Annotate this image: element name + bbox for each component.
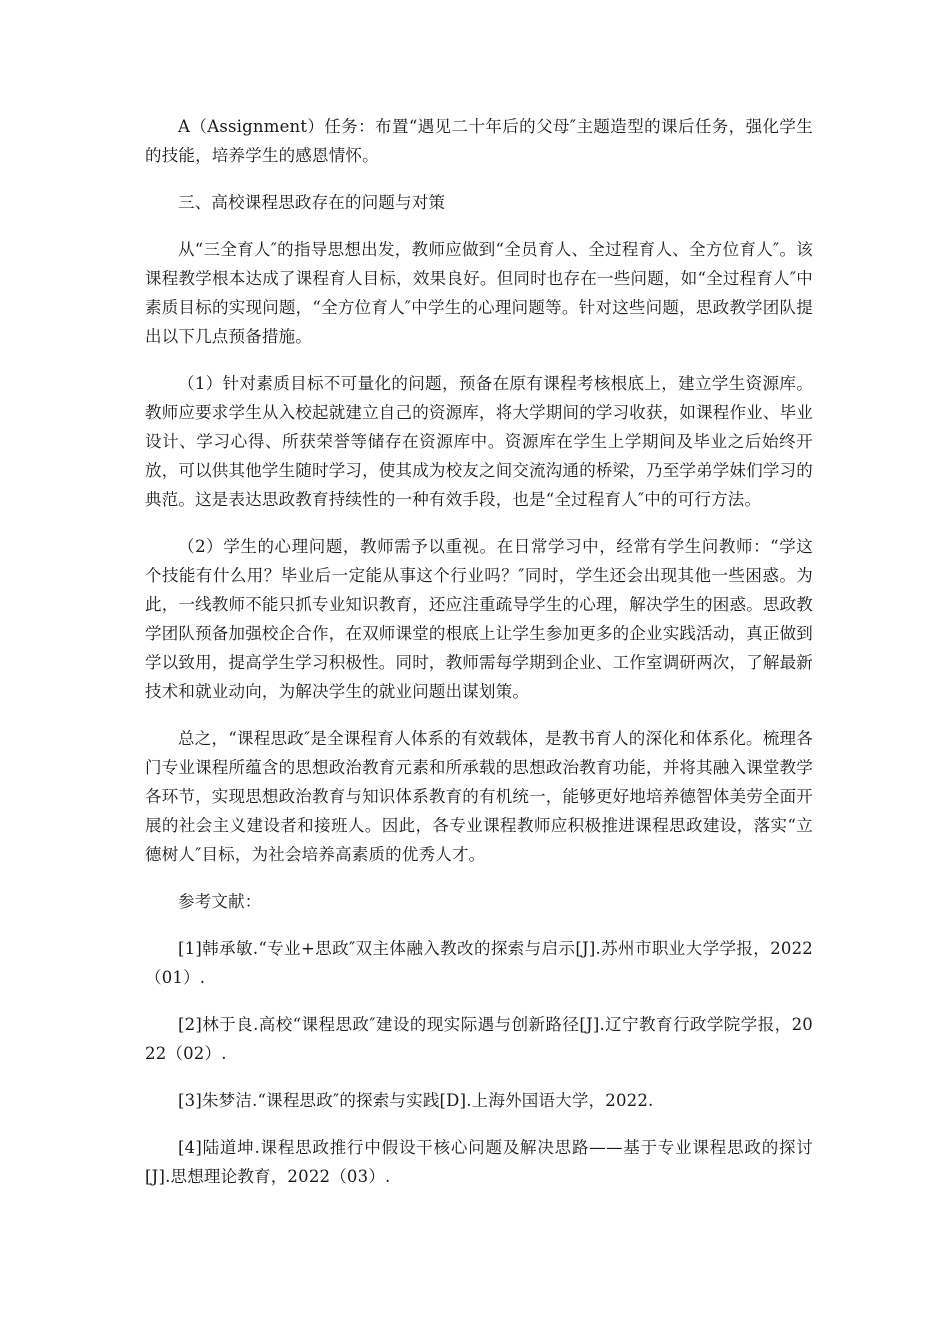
references-heading: 参考文献： [178, 892, 262, 911]
measure-paragraph-2: （2）学生的心理问题，教师需予以重视。在日常学习中，经常有学生问教师：“学这个技能有什么用？毕业后一定能从事这个行业吗？″同时，学生还会出现其他一些困惑。为此，一线教师不能只抓专业知识教育，还应注重疏导学生的心理，解决学生的困惑。思政教学团队预备加强校企合作，在双师课堂的根底上让学生参加更多的企业实践活动，真正做到学以致用，提高学生学习积极性。同时，教师需每学期到企业、工作室调研两次，了解最新技术和就业动向，为解决学生的就业问题出谋划策。 [145, 537, 813, 701]
reference-item: [4]陆道坤.课程思政推行中假设干核心问题及解决思路——基于专业课程思政的探讨[J].思想理论教育，2022（03）. [145, 1138, 813, 1186]
assignment-paragraph: A（Assignment）任务：布置“遇见二十年后的父母″主题造型的课后任务，强化学生的技能，培养学生的感恩情怀。 [145, 117, 813, 165]
measure-paragraph-1: （1）针对素质目标不可量化的问题，预备在原有课程考核根底上，建立学生资源库。教师应要求学生从入校起就建立自己的资源库，将大学期间的学习收获，如课程作业、毕业设计、学习心得、所获荣誉等储存在资源库中。资源库在学生上学期间及毕业之后始终开放，可以供其他学生随时学习，使其成为校友之间交流沟通的桥梁，乃至学弟学妹们学习的典范。这是表达思政教育持续性的一种有效手段，也是“全过程育人″中的可行方法。 [145, 374, 813, 509]
conclusion-paragraph: 总之，“课程思政″是全课程育人体系的有效载体，是教书育人的深化和体系化。梳理各门专业课程所蕴含的思想政治教育元素和所承载的思想政治教育功能，并将其融入课堂教学各环节，实现思想政治教育与知识体系教育的有机统一，能够更好地培养德智体美劳全面开展的社会主义建设者和接班人。因此，各专业课程教师应积极推进课程思政建设，落实“立德树人″目标，为社会培养高素质的优秀人才。 [145, 729, 813, 864]
document-page [145, 112, 813, 1209]
section-heading: 三、高校课程思政存在的问题与对策 [178, 193, 446, 212]
reference-item: [1]韩承敏.“专业+思政″双主体融入教改的探索与启示[J].苏州市职业大学学报，2022（01）. [145, 939, 813, 987]
reference-item: [3]朱梦洁.“课程思政″的探索与实践[D].上海外国语大学，2022. [178, 1091, 654, 1110]
body-paragraph: 从“三全育人″的指导思想出发，教师应做到“全员育人、全过程育人、全方位育人″。该课程教学根本达成了课程育人目标，效果良好。但同时也存在一些问题，如“全过程育人″中素质目标的实现问题，“全方位育人″中学生的心理问题等。针对这些问题，思政教学团队提出以下几点预备措施。 [145, 240, 813, 346]
reference-item: [2]林于良.高校“课程思政″建设的现实际遇与创新路径[J].辽宁教育行政学院学报，2022（02）. [145, 1015, 813, 1063]
